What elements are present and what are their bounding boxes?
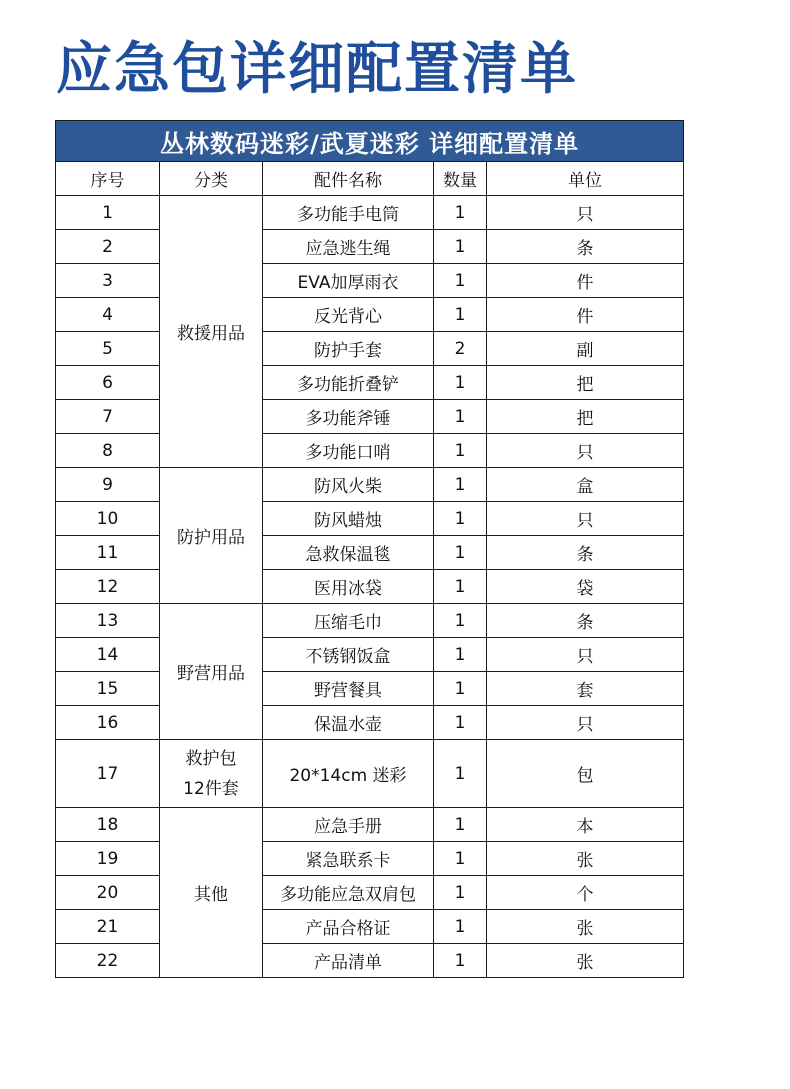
header-index: 序号 (56, 162, 160, 196)
row-unit: 只 (487, 434, 684, 468)
row-item: 防护手套 (263, 332, 434, 366)
row-qty: 1 (434, 808, 487, 842)
row-item: 产品合格证 (263, 910, 434, 944)
table-row (56, 468, 684, 502)
row-qty: 1 (434, 400, 487, 434)
row-qty: 1 (434, 876, 487, 910)
row-item: 多功能手电筒 (263, 196, 434, 230)
category-cell: 野营用品 (160, 604, 263, 740)
row-index: 20 (56, 876, 160, 910)
table-row (56, 638, 684, 672)
row-unit: 只 (487, 706, 684, 740)
row-item: 保温水壶 (263, 706, 434, 740)
row-qty: 1 (434, 434, 487, 468)
row-unit: 条 (487, 230, 684, 264)
table-row (56, 672, 684, 706)
row-qty: 1 (434, 502, 487, 536)
header-qty: 数量 (434, 162, 487, 196)
table-banner: 丛林数码迷彩/武夏迷彩 详细配置清单 (56, 121, 684, 162)
row-unit: 副 (487, 332, 684, 366)
row-item: 压缩毛巾 (263, 604, 434, 638)
config-table (55, 120, 684, 978)
table-row (56, 502, 684, 536)
row-index: 16 (56, 706, 160, 740)
table-row (56, 298, 684, 332)
table-row (56, 366, 684, 400)
row-index: 13 (56, 604, 160, 638)
row-item: 紧急联系卡 (263, 842, 434, 876)
row-unit: 把 (487, 400, 684, 434)
row-index: 12 (56, 570, 160, 604)
row-item: 多功能应急双肩包 (263, 876, 434, 910)
row-qty: 1 (434, 910, 487, 944)
table-row (56, 706, 684, 740)
row-qty: 1 (434, 536, 487, 570)
row-index: 9 (56, 468, 160, 502)
table-row (56, 570, 684, 604)
table-row (56, 196, 684, 230)
header-row (56, 162, 684, 196)
banner-row (56, 121, 684, 162)
table-row (56, 808, 684, 842)
row-index: 18 (56, 808, 160, 842)
row-unit: 个 (487, 876, 684, 910)
row-index: 10 (56, 502, 160, 536)
row-unit: 条 (487, 536, 684, 570)
header-item: 配件名称 (263, 162, 434, 196)
row-item: 20*14cm 迷彩 (263, 740, 434, 808)
row-item: 不锈钢饭盒 (263, 638, 434, 672)
category-cell: 救援用品 (160, 196, 263, 468)
row-unit: 包 (487, 740, 684, 808)
row-item: 多功能口哨 (263, 434, 434, 468)
row-unit: 套 (487, 672, 684, 706)
row-unit: 袋 (487, 570, 684, 604)
row-qty: 1 (434, 196, 487, 230)
category-cell: 防护用品 (160, 468, 263, 604)
row-item: 医用冰袋 (263, 570, 434, 604)
row-item: 急救保温毯 (263, 536, 434, 570)
table-row (56, 400, 684, 434)
row-item: 产品清单 (263, 944, 434, 978)
header-unit: 单位 (487, 162, 684, 196)
row-index: 17 (56, 740, 160, 808)
header-category: 分类 (160, 162, 263, 196)
category-cell: 其他 (160, 808, 263, 978)
page-title: 应急包详细配置清单 (56, 37, 578, 102)
row-unit: 盒 (487, 468, 684, 502)
row-index: 11 (56, 536, 160, 570)
table-row (56, 536, 684, 570)
row-qty: 1 (434, 706, 487, 740)
table-row (56, 842, 684, 876)
row-index: 4 (56, 298, 160, 332)
row-qty: 1 (434, 604, 487, 638)
table-row (56, 264, 684, 298)
row-item: 防风蜡烛 (263, 502, 434, 536)
table-row (56, 910, 684, 944)
table-row (56, 434, 684, 468)
row-unit: 张 (487, 842, 684, 876)
row-unit: 条 (487, 604, 684, 638)
row-qty: 1 (434, 298, 487, 332)
table-row (56, 230, 684, 264)
row-index: 3 (56, 264, 160, 298)
row-qty: 1 (434, 638, 487, 672)
row-qty: 1 (434, 468, 487, 502)
row-qty: 1 (434, 740, 487, 808)
row-qty: 1 (434, 570, 487, 604)
row-qty: 1 (434, 230, 487, 264)
category-line: 12件套 (183, 778, 239, 799)
row-index: 6 (56, 366, 160, 400)
row-qty: 1 (434, 842, 487, 876)
row-item: EVA加厚雨衣 (263, 264, 434, 298)
row-index: 8 (56, 434, 160, 468)
row-unit: 件 (487, 264, 684, 298)
row-qty: 1 (434, 944, 487, 978)
row-index: 22 (56, 944, 160, 978)
row-unit: 本 (487, 808, 684, 842)
row-unit: 只 (487, 196, 684, 230)
row-item: 应急逃生绳 (263, 230, 434, 264)
table-row (56, 876, 684, 910)
row-index: 1 (56, 196, 160, 230)
row-index: 21 (56, 910, 160, 944)
row-item: 多功能折叠铲 (263, 366, 434, 400)
row-index: 7 (56, 400, 160, 434)
table-row (56, 740, 684, 808)
row-index: 5 (56, 332, 160, 366)
category-line: 救护包 (185, 748, 237, 769)
row-qty: 1 (434, 672, 487, 706)
row-qty: 1 (434, 264, 487, 298)
row-unit: 张 (487, 944, 684, 978)
row-unit: 把 (487, 366, 684, 400)
table-row (56, 944, 684, 978)
category-cell (160, 740, 263, 808)
row-index: 19 (56, 842, 160, 876)
row-unit: 张 (487, 910, 684, 944)
row-unit: 只 (487, 638, 684, 672)
row-item: 多功能斧锤 (263, 400, 434, 434)
row-index: 2 (56, 230, 160, 264)
row-item: 应急手册 (263, 808, 434, 842)
row-index: 14 (56, 638, 160, 672)
row-qty: 1 (434, 366, 487, 400)
row-qty: 2 (434, 332, 487, 366)
row-item: 防风火柴 (263, 468, 434, 502)
table-row (56, 604, 684, 638)
row-unit: 只 (487, 502, 684, 536)
row-unit: 件 (487, 298, 684, 332)
table-row (56, 332, 684, 366)
row-item: 反光背心 (263, 298, 434, 332)
row-index: 15 (56, 672, 160, 706)
row-item: 野营餐具 (263, 672, 434, 706)
